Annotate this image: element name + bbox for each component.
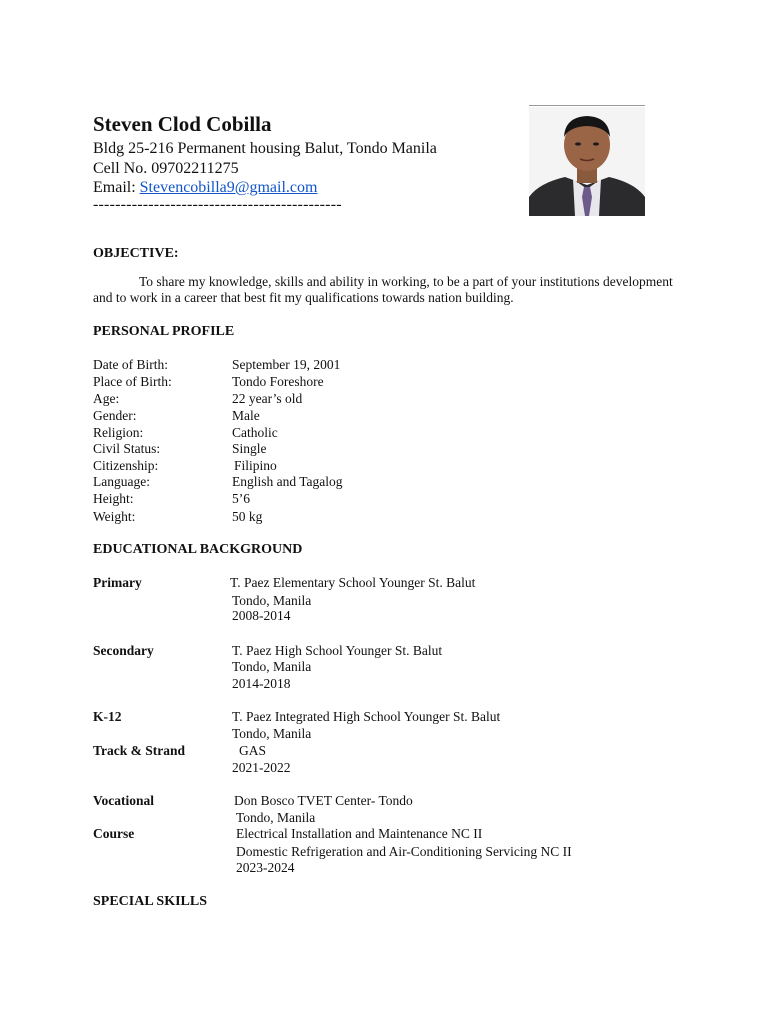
course-item: Electrical Installation and Maintenance NC II: [236, 826, 483, 841]
profile-value: Male: [232, 408, 260, 423]
applicant-name: Steven Clod Cobilla: [93, 112, 272, 136]
profile-label: Place of Birth:: [93, 374, 172, 389]
profile-value: 5’6: [232, 491, 250, 506]
profile-value: 50 kg: [232, 509, 263, 524]
k12-years: 2021-2022: [232, 760, 291, 775]
profile-label: Gender:: [93, 408, 137, 423]
track-strand-value: GAS: [239, 743, 267, 758]
profile-value: Filipino: [234, 458, 277, 473]
objective-text: To share my knowledge, skills and ability in working, to be a part of your institutions development and to work in a career that best fit my qualifications towards nation building.: [93, 274, 673, 305]
secondary-place: Tondo, Manila: [232, 659, 312, 674]
photo-top-rule: [529, 105, 645, 106]
email-link[interactable]: Stevencobilla9@gmail.com: [139, 179, 318, 196]
email-line: [93, 178, 317, 197]
address-line: Bldg 25-216 Permanent housing Balut, Tondo Manila: [93, 140, 437, 157]
course-label: Course: [93, 826, 135, 841]
education-heading: EDUCATIONAL BACKGROUND: [93, 542, 303, 557]
profile-value: September 19, 2001: [232, 357, 341, 372]
k12-school: T. Paez Integrated High School Younger St. Balut: [232, 709, 501, 724]
profile-value: Single: [232, 441, 267, 456]
profile-value: 22 year’s old: [232, 391, 303, 406]
profile-label: Language:: [93, 474, 150, 489]
primary-place: Tondo, Manila: [232, 593, 312, 608]
profile-label: Religion:: [93, 425, 144, 440]
secondary-school: T. Paez High School Younger St. Balut: [232, 643, 443, 658]
header-divider: ---------------------------------------------: [93, 196, 342, 213]
profile-value: English and Tagalog: [232, 474, 343, 489]
profile-label: Citizenship:: [93, 458, 159, 473]
personal-profile-heading: PERSONAL PROFILE: [93, 324, 235, 339]
k12-label: K-12: [93, 709, 122, 724]
k12-place: Tondo, Manila: [232, 726, 312, 741]
secondary-label: Secondary: [93, 643, 154, 658]
person-photo-icon: [529, 107, 645, 216]
profile-label: Height:: [93, 491, 134, 506]
vocational-years: 2023-2024: [236, 860, 295, 875]
vocational-place: Tondo, Manila: [236, 810, 316, 825]
course-item: Domestic Refrigeration and Air-Conditioning Servicing NC II: [236, 844, 572, 859]
cell-line: Cell No. 09702211275: [93, 160, 239, 177]
secondary-years: 2014-2018: [232, 676, 291, 691]
profile-label: Weight:: [93, 509, 136, 524]
vocational-label: Vocational: [93, 793, 155, 808]
profile-value: Tondo Foreshore: [232, 374, 324, 389]
objective-heading: OBJECTIVE:: [93, 246, 179, 261]
email-label: Email:: [93, 179, 140, 196]
profile-label: Age:: [93, 391, 120, 406]
profile-photo: [529, 107, 645, 216]
profile-label: Civil Status:: [93, 441, 161, 456]
vocational-school: Don Bosco TVET Center- Tondo: [234, 793, 413, 808]
primary-years: 2008-2014: [232, 608, 291, 623]
primary-school: T. Paez Elementary School Younger St. Balut: [230, 575, 476, 590]
special-skills-heading: SPECIAL SKILLS: [93, 894, 207, 909]
profile-value: Catholic: [232, 425, 278, 440]
primary-label: Primary: [93, 575, 142, 590]
profile-label: Date of Birth:: [93, 357, 168, 372]
track-strand-label: Track & Strand: [93, 743, 186, 758]
